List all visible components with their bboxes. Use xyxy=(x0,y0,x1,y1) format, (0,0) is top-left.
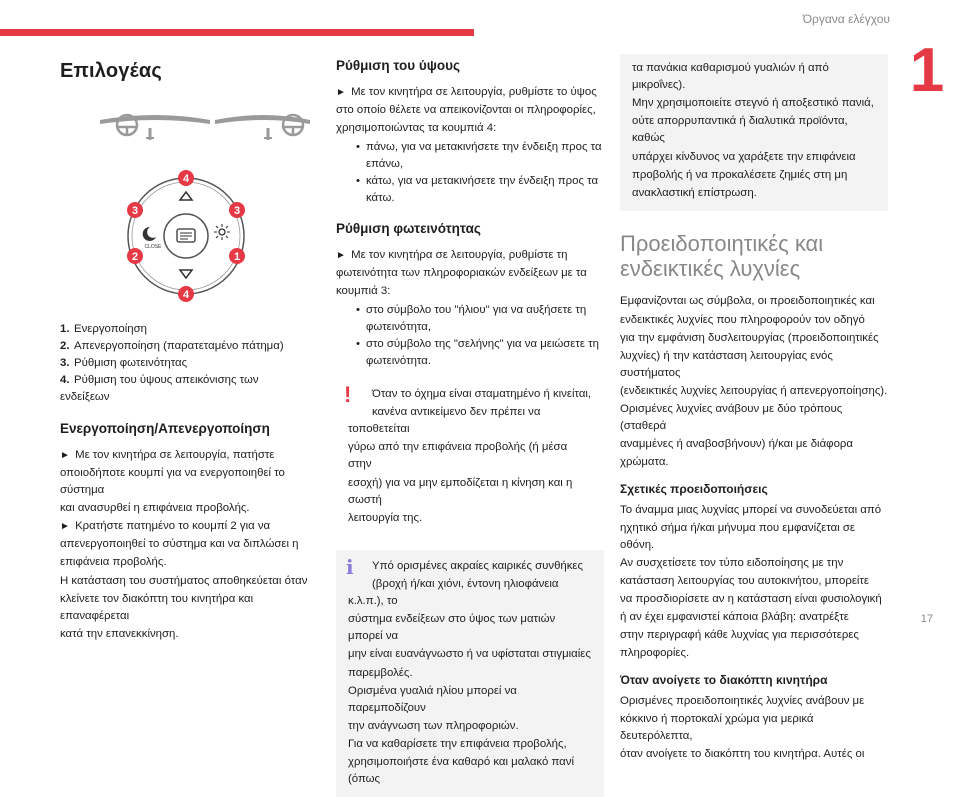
list-item: • πάνω, για να μετακινήσετε την ένδειξη προς τα επάνω, xyxy=(356,139,604,173)
section-title: Επιλογέας xyxy=(60,60,162,82)
callout-label: 4 xyxy=(182,289,190,301)
info-box-continued: τα πανάκια καθαρισμού γυαλιών ή από μικροΐνες). Μην χρησιμοποιείτε στεγνό ή αποξεστικό πανιά, ούτε απορρυπαντικά ή διαλυτικά προϊόντα, καθώς υπάρχει κίνδυνος να χαράξετε την επιφάνεια προβολής ή να προκαλέσετε ζημιές στη μη ανακλαστική επίστρωση. xyxy=(620,54,888,211)
list-item: • στο σύμβολο του "ήλιου" για να αυξήσετε τη φωτεινότητα, xyxy=(356,302,604,336)
brightness-heading: Ρύθμιση φωτεινότητας xyxy=(336,221,481,237)
callout-label: 2 xyxy=(131,251,139,263)
column-3 xyxy=(620,56,888,764)
chapter-number: 1 xyxy=(909,36,945,105)
column-1 xyxy=(60,56,310,644)
ignition-text: Ορισμένες προειδοποιητικές λυχνίες ανάβουν με κόκκινο ή πορτοκαλί χρώμα για μερικά δευτερόλεπτα, όταν ανοίγετε το διακόπτη του κινητήρα. Αυτές οι xyxy=(620,694,865,760)
activation-heading: Ενεργοποίηση/Απενεργοποίηση xyxy=(60,420,270,436)
legend-item: 4. Ρύθμιση του ύψους απεικόνισης των ενδείξεων xyxy=(60,374,259,404)
page-number: 17 xyxy=(920,613,933,625)
legend-item: 1. Ενεργοποίηση xyxy=(60,323,147,335)
arrow-icon: ► xyxy=(336,87,346,99)
callout-label: 1 xyxy=(233,251,241,263)
callout-label: 3 xyxy=(131,205,139,217)
control-dial-illustration xyxy=(60,170,310,306)
info-box: i Υπό ορισμένες ακραίες καιρικές συνθήκες (βροχή ή/και χιόνι, έντονη ηλιοφάνεια κ.λ.π.), το σύστημα ενδείξεων στο ύψος των ματιών μπορεί να μην είναι ευανάγνωστο ή να υφίσταται στιγμιαίες παρεμβολές. Ορισμένα γυαλιά ηλίου μπορεί να παρεμποδίζουν την ανάγνωση των πληροφοριών. Για να καθαρίσετε την επιφάνεια προβολής, χρησιμοποιήστε ένα καθαρό και μαλακό πανί (όπως xyxy=(336,550,604,797)
list-item: • στο σύμβολο της "σελήνης" για να μειώσετε τη φωτεινότητα. xyxy=(356,336,604,370)
legend-list xyxy=(60,321,310,407)
control-dial-icon xyxy=(60,170,310,306)
warning-lamps-intro: Εμφανίζονται ως σύμβολα, οι προειδοποιητικές και ενδεικτικές λυχνίες που πληροφορούν τον οδηγό για την εμφάνιση δυσλειτουργίας (προειδοποιητικές λυχνίες) ή την κατάσταση λειτουργίας ενός συστήματος (ενδεικτικές λυχνίες λειτουργίας ή απενεργοποίησης). Ορισμένες λυχνίες ανάβουν με δύο τρόπους (σταθερά αναμμένες ή αναβοσβήνουν) ή/και με διάφορα χρώματα. xyxy=(620,295,888,469)
list-item: • κάτω, για να μετακινήσετε την ένδειξη προς τα κάτω. xyxy=(356,173,604,207)
callout-label: 3 xyxy=(233,205,241,217)
brightness-text: ► Με τον κινητήρα σε λειτουργία, ρυθμίστε τη φωτεινότητα των πληροφοριακών ενδείξεων με τα κουμπιά 3: • στο σύμβολο του "ήλιου" για να αυξήσετε τη φωτεινότητα, • στο σύμβολο της "σελήνης" για να μειώσετε τη φωτεινότητα. xyxy=(336,247,604,370)
mirrors-illustration xyxy=(60,108,310,148)
associated-warnings-text: Το άναμμα μιας λυχνίας μπορεί να συνοδεύεται από ηχητικό σήμα ή/και μήνυμα που εμφανίζεται σε οθόνη. Αν συσχετίσετε τον τύπο ειδοποίησης με την κατάσταση λειτουργίας του αυτοκινήτου, μπορείτε να προσδιορίσετε αν η κατάσταση είναι φυσιολογική ή αν έχει εμφανιστεί κάποια βλάβη: ανατρέξτε στην περιγραφή κάθε λυχνίας για περισσότερες πληροφορίες. xyxy=(620,503,882,660)
arrow-icon: ► xyxy=(60,521,70,533)
associated-warnings-heading: Σχετικές προειδοποιήσεις xyxy=(620,481,768,496)
activation-text: ► Με τον κινητήρα σε λειτουργία, πατήστε οποιοδήποτε κουμπί για να ενεργοποιηθεί το σύστημα και ανασυρθεί η επιφάνεια προβολής. ► Κρατήστε πατημένο το κουμπί 2 για να απενεργοποιηθεί το σύστημα και να διπλώσει η επιφάνεια προβολής. Η κατάσταση του συστήματος αποθηκεύεται όταν κλείνετε τον διακόπτη του κινητήρα και επαναφέρεται κατά την επανεκκίνηση. xyxy=(60,448,308,640)
callout-label: 4 xyxy=(182,173,190,185)
warning-lamps-heading: Προειδοποιητικές και ενδεικτικές λυχνίες xyxy=(620,230,824,282)
arrow-icon: ► xyxy=(60,449,70,461)
height-heading: Ρύθμιση του ύψους xyxy=(336,58,461,73)
header-accent-bar xyxy=(0,29,474,36)
warning-icon: ! xyxy=(344,382,352,408)
info-icon: i xyxy=(346,554,354,579)
ignition-heading: Όταν ανοίγετε το διακόπτη κινητήρα xyxy=(620,672,828,687)
header-title: Όργανα ελέγχου xyxy=(802,12,890,26)
warning-box: ! Όταν το όχημα είναι σταματημένο ή κινείται, κανένα αντικείμενο δεν πρέπει να τοποθετείται γύρω από την επιφάνεια προβολής (ή μέσα στην εσοχή) για να μην εμποδίζεται η κίνηση και η σωστή λειτουργία της. xyxy=(344,382,592,524)
mirror-pair-icon xyxy=(60,108,310,148)
close-label: CLOSE xyxy=(144,244,162,250)
legend-item: 3. Ρύθμιση φωτεινότητας xyxy=(60,357,188,370)
height-text: ► Με τον κινητήρα σε λειτουργία, ρυθμίστε το ύψος στο οποίο θέλετε να απεικονίζονται οι πληροφορίες, χρησιμοποιώντας τα κουμπιά 4: • πάνω, για να μετακινήσετε την ένδειξη προς τα επάνω, • κάτω, για να μετακινήσετε την ένδειξη προς τα κάτω. xyxy=(336,84,604,207)
legend-item: 2. Απενεργοποίηση (παρατεταμένο πάτημα) xyxy=(60,340,284,353)
column-2 xyxy=(336,56,604,797)
arrow-icon: ► xyxy=(336,250,346,262)
